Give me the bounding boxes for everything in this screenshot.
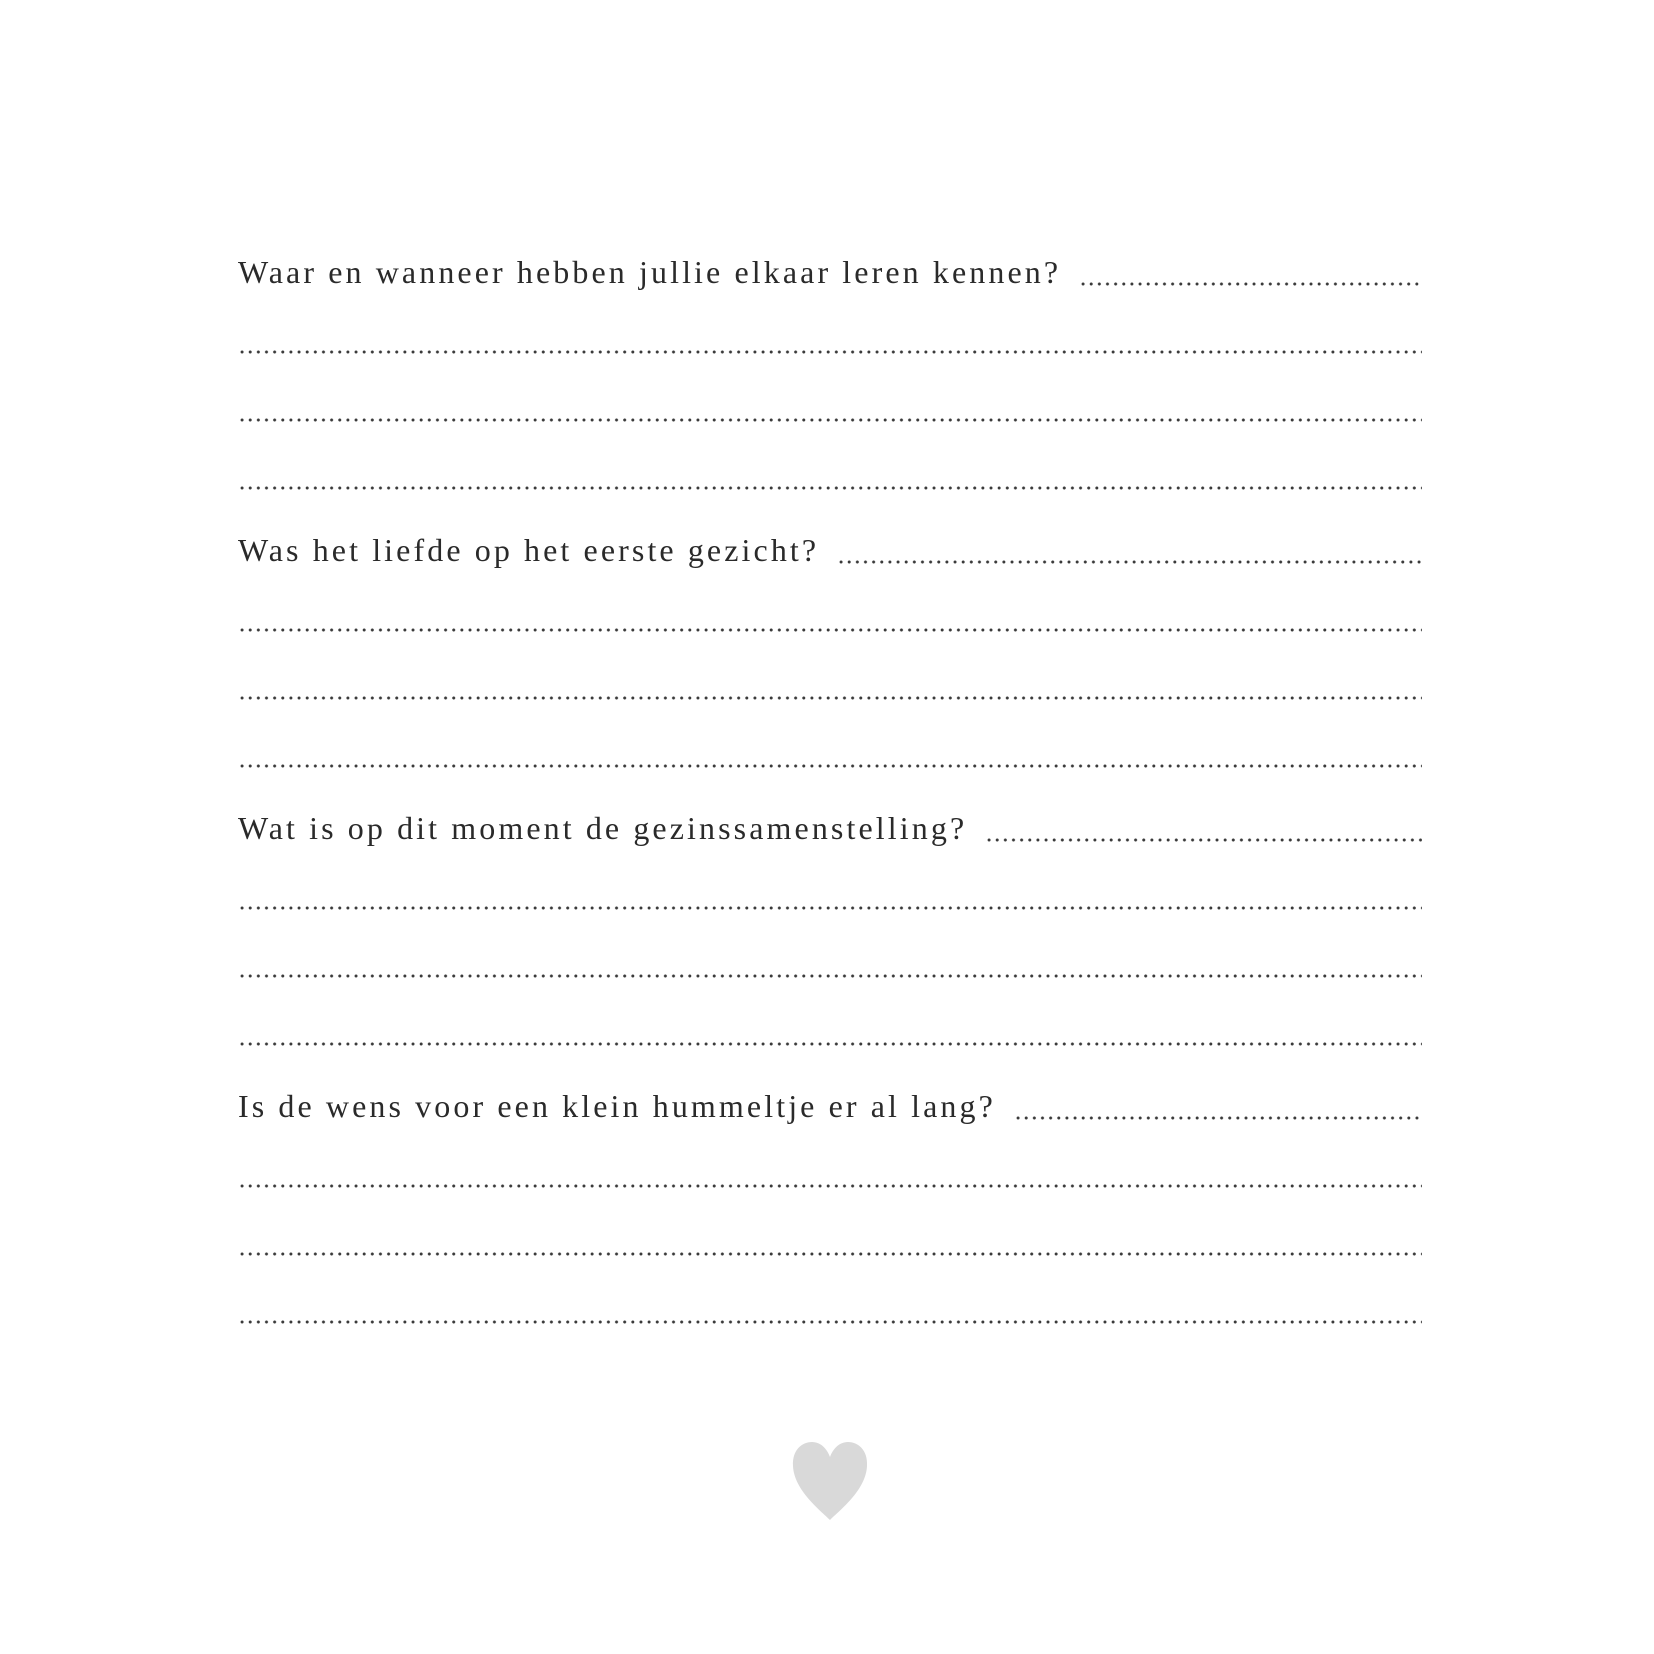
question-block-2	[238, 498, 1422, 770]
answer-line[interactable]	[238, 288, 1422, 356]
answer-line[interactable]	[238, 424, 1422, 492]
question-text: Was het liefde op het eerste gezicht?	[238, 532, 820, 568]
answer-dotted-line[interactable]	[238, 1320, 1422, 1324]
question-text: Wat is op dit moment de gezinssamenstelling?	[238, 810, 968, 846]
answer-dotted-line[interactable]	[985, 838, 1422, 842]
answer-line[interactable]	[238, 1190, 1422, 1258]
answer-dotted-line[interactable]	[837, 560, 1422, 564]
answer-dotted-line[interactable]	[238, 1184, 1422, 1188]
question-block-3	[238, 776, 1422, 1048]
answer-line[interactable]	[238, 844, 1422, 912]
answer-line[interactable]	[238, 980, 1422, 1048]
answer-dotted-line[interactable]	[238, 764, 1422, 768]
answer-line[interactable]	[238, 634, 1422, 702]
answer-line[interactable]	[238, 1258, 1422, 1326]
question-block-1	[238, 220, 1422, 492]
answer-line[interactable]	[238, 356, 1422, 424]
answer-dotted-line[interactable]	[238, 628, 1422, 632]
question-block-4	[238, 1054, 1422, 1326]
answer-dotted-line[interactable]	[1014, 1116, 1422, 1120]
question-line[interactable]	[238, 498, 1422, 566]
question-text: Waar en wanneer hebben jullie elkaar leren kennen?	[238, 254, 1062, 290]
answer-dotted-line[interactable]	[238, 974, 1422, 978]
answer-dotted-line[interactable]	[238, 418, 1422, 422]
answer-line[interactable]	[238, 1122, 1422, 1190]
question-line[interactable]	[238, 1054, 1422, 1122]
answer-line[interactable]	[238, 566, 1422, 634]
answer-dotted-line[interactable]	[238, 1252, 1422, 1256]
answer-dotted-line[interactable]	[238, 1042, 1422, 1046]
answer-line[interactable]	[238, 912, 1422, 980]
question-text: Is de wens voor een klein hummeltje er al lang?	[238, 1088, 996, 1124]
question-line[interactable]	[238, 776, 1422, 844]
answer-dotted-line[interactable]	[238, 486, 1422, 490]
heart-icon	[790, 1440, 870, 1522]
answer-dotted-line[interactable]	[238, 696, 1422, 700]
answer-dotted-line[interactable]	[1079, 282, 1422, 286]
answer-line[interactable]	[238, 702, 1422, 770]
answer-dotted-line[interactable]	[238, 906, 1422, 910]
answer-dotted-line[interactable]	[238, 350, 1422, 354]
question-line[interactable]	[238, 220, 1422, 288]
